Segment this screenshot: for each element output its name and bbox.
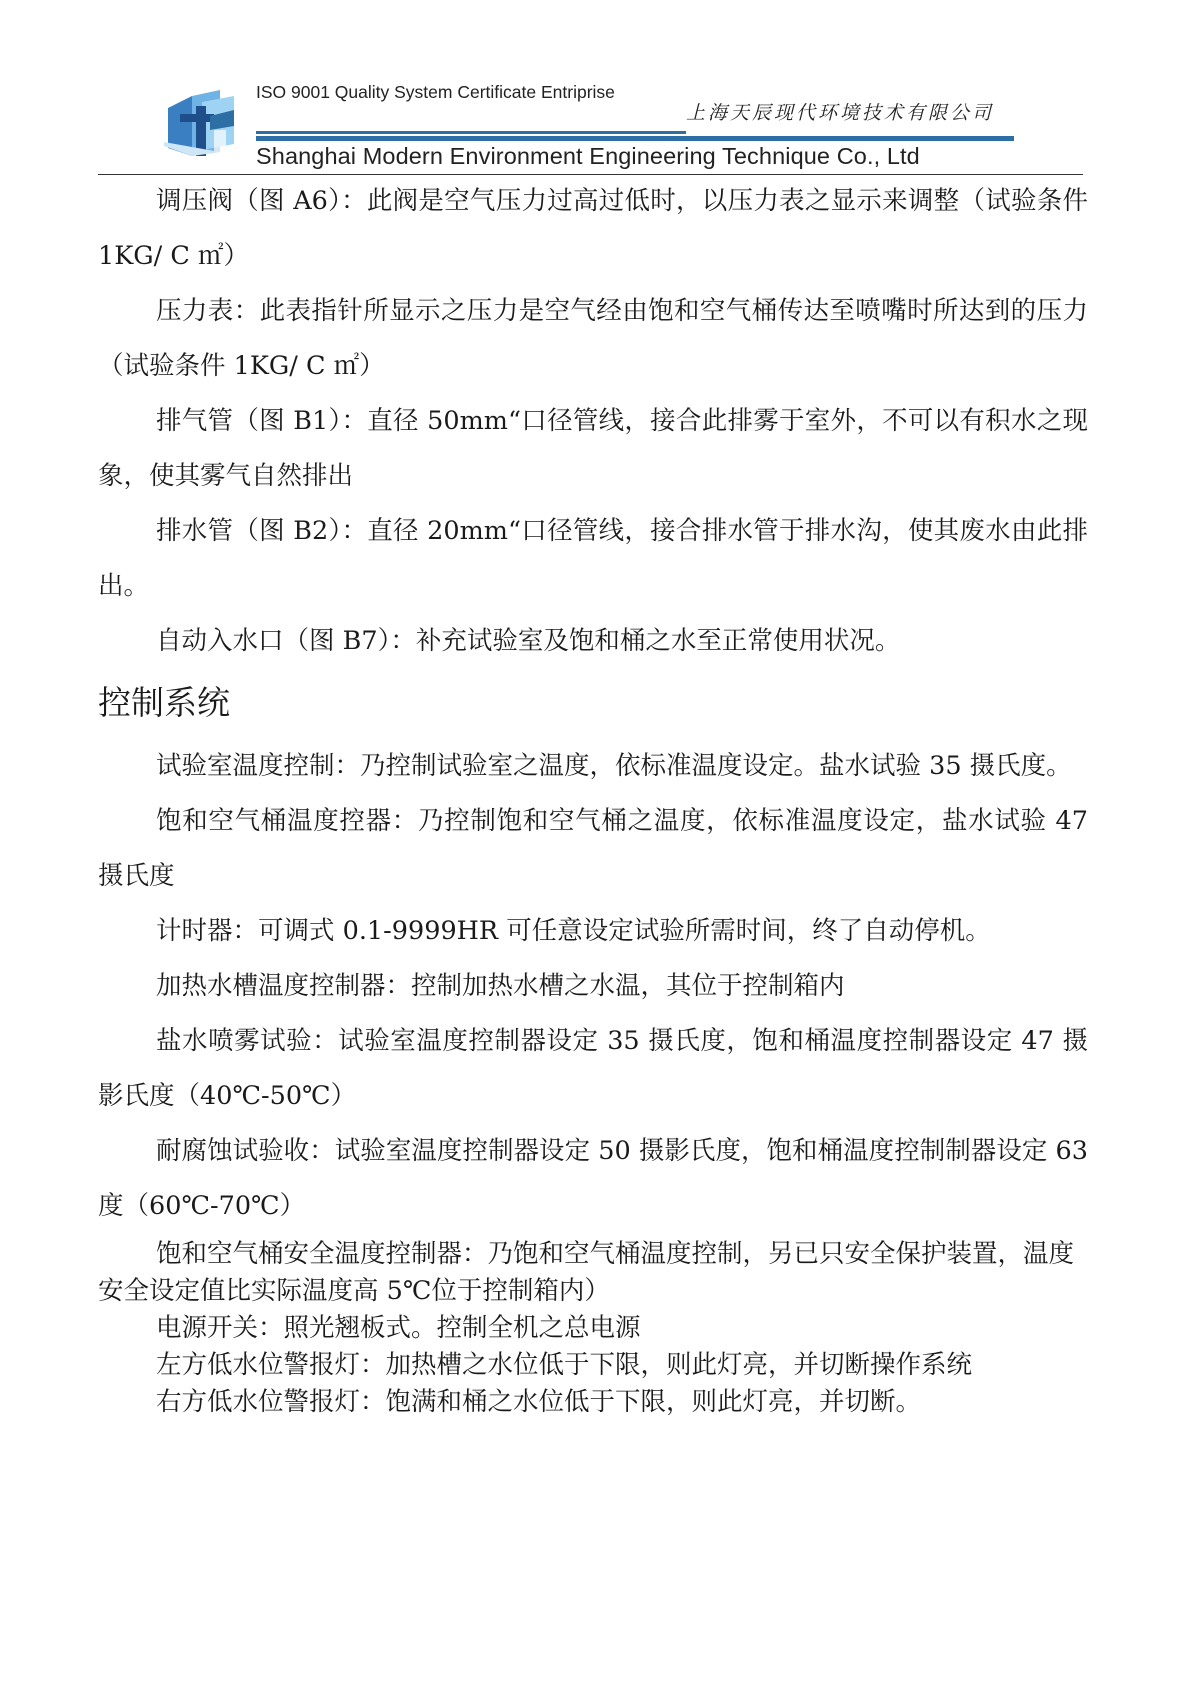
paragraph-left-low-water-alarm: 左方低水位警报灯：加热槽之水位低于下限，则此灯亮，并切断操作系统: [156, 1350, 973, 1380]
paragraph-pressure-valve: 调压阀（图 A6）：此阀是空气压力过高过低时，以压力表之显示来调整（试验条件 1KG/ C ㎡）: [98, 186, 1088, 271]
paragraph-salt-spray-test: 盐水喷雾试验：试验室温度控制器设定 35 摄氏度，饱和桶温度控制器设定 47 摄影氏度（40℃-50℃）: [98, 1026, 1088, 1111]
paragraph-power-switch: 电源开关：照光翘板式。控制全机之总电源: [156, 1313, 641, 1343]
page-header: [0, 0, 1200, 180]
header-accent-rule: [256, 131, 686, 134]
company-name-en: Shanghai Modern Environment Engineering Technique Co., Ltd: [256, 143, 920, 169]
company-logo-icon: [162, 86, 244, 162]
paragraph-pressure-gauge: 压力表：此表指针所显示之压力是空气经由饱和空气桶传达至喷嘴时所达到的压力（试验条件 1KG/ C ㎡）: [98, 296, 1088, 381]
paragraph-chamber-temp-control: 试验室温度控制：乃控制试验室之温度，依标准温度设定。盐水试验 35 摄氏度。: [156, 751, 1072, 781]
document-body: [98, 174, 1088, 1421]
certificate-line: ISO 9001 Quality System Certificate Entriprise: [256, 82, 615, 102]
section-title-control-system: 控制系统: [98, 683, 230, 722]
paragraph-safety-temp-control: 饱和空气桶安全温度控制器：乃饱和空气桶温度控制，另已只安全保护装置，温度安全设定值比实际温度高 5℃位于控制箱内）: [98, 1239, 1075, 1306]
company-name-cn: 上海天辰现代环境技术有限公司: [686, 102, 995, 124]
paragraph-exhaust-pipe: 排气管（图 B1）：直径 50mm“口径管线，接合此排雾于室外，不可以有积水之现象，使其雾气自然排出: [98, 406, 1088, 491]
paragraph-timer: 计时器：可调式 0.1-9999HR 可任意设定试验所需时间，终了自动停机。: [156, 916, 991, 946]
paragraph-corrosion-test: 耐腐蚀试验收：试验室温度控制器设定 50 摄影氏度，饱和桶温度控制制器设定 63 度（60℃-70℃）: [98, 1136, 1088, 1221]
paragraph-right-low-water-alarm: 右方低水位警报灯：饱满和桶之水位低于下限，则此灯亮，并切断。: [156, 1387, 922, 1417]
paragraph-drain-pipe: 排水管（图 B2）：直径 20mm“口径管线，接合排水管于排水沟，使其废水由此排出。: [98, 516, 1088, 601]
paragraph-water-inlet: 自动入水口（图 B7）：补充试验室及饱和桶之水至正常使用状况。: [156, 626, 901, 656]
paragraph-saturator-temp-control: 饱和空气桶温度控器：乃控制饱和空气桶之温度，依标准温度设定，盐水试验 47 摄氏度: [98, 806, 1088, 891]
header-rule: [256, 136, 1014, 141]
paragraph-heater-temp-control: 加热水槽温度控制器：控制加热水槽之水温，其位于控制箱内: [156, 971, 845, 1001]
